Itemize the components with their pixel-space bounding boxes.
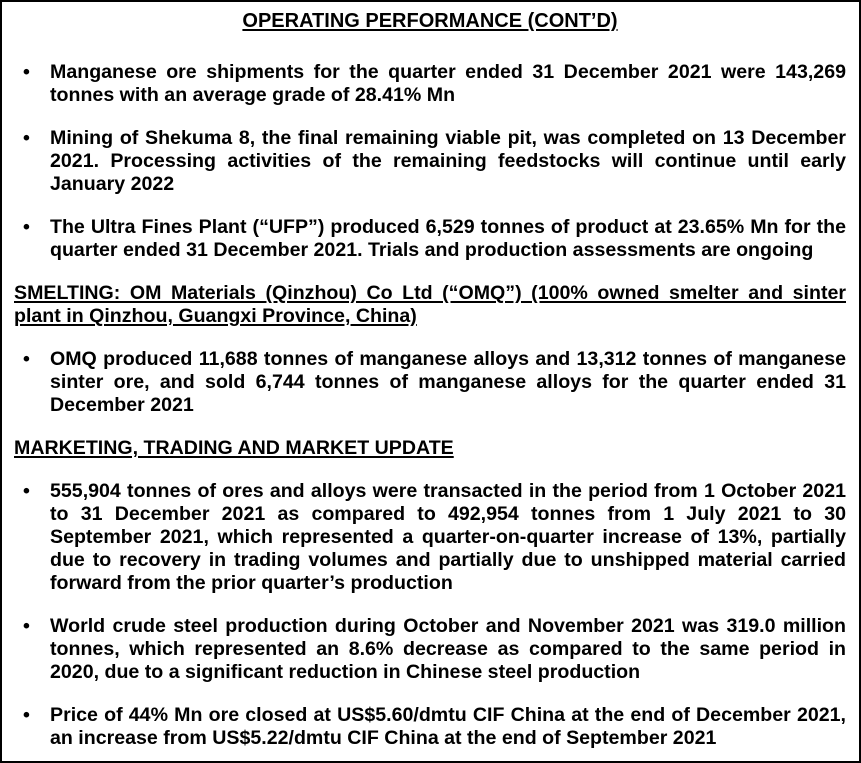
bullet-icon: •	[23, 127, 30, 149]
list-item	[14, 615, 846, 684]
bullet-text: The Ultra Fines Plant (“UFP”) produced 6,529 tonnes of product at 23.65% Mn for the quarter ended 31 December 2021. Trials and production assessments are ongoing	[50, 216, 846, 261]
list-item	[14, 348, 846, 417]
list-item	[14, 704, 846, 750]
bullet-icon: •	[23, 615, 30, 637]
list-item	[14, 127, 846, 196]
section-heading-marketing: MARKETING, TRADING AND MARKET UPDATE	[14, 437, 454, 459]
bullet-text: Manganese ore shipments for the quarter ended 31 December 2021 were 143,269 tonnes with an average grade of 28.41% Mn	[50, 61, 846, 106]
bullet-icon: •	[23, 480, 30, 502]
bullet-icon: •	[23, 348, 30, 370]
bullet-text: Mining of Shekuma 8, the final remaining viable pit, was completed on 13 December 2021. Processing activities of the remaining feedstocks will continue until early January 2022	[50, 127, 846, 195]
list-item	[14, 216, 846, 262]
bullet-icon: •	[23, 61, 30, 83]
list-item	[14, 61, 846, 107]
bullet-text: 555,904 tonnes of ores and alloys were transacted in the period from 1 October 2021 to 31 December 2021 as compared to 492,954 tonnes from 1 July 2021 to 30 September 2021, which represented a quarter-on-quarter increase of 13%, partially due to recovery in trading volumes and partially due to unshipped material carried forward from the prior quarter’s production	[50, 480, 846, 594]
bullet-icon: •	[23, 216, 30, 238]
bullet-text: World crude steel production during October and November 2021 was 319.0 million tonnes, which represented an 8.6% decrease as compared to the same period in 2020, due to a significant reduction in Chinese steel production	[50, 615, 846, 683]
list-item	[14, 480, 846, 595]
bullet-text: Price of 44% Mn ore closed at US$5.60/dmtu CIF China at the end of December 2021, an increase from US$5.22/dmtu CIF China at the end of September 2021	[50, 704, 846, 749]
section-heading-smelting: SMELTING: OM Materials (Qinzhou) Co Ltd (“OMQ”) (100% owned smelter and sinter plant in Qinzhou, Guangxi Province, China)	[14, 282, 846, 327]
page-title: OPERATING PERFORMANCE (CONT’D)	[242, 10, 618, 32]
bullet-icon: •	[23, 704, 30, 726]
bullet-text: OMQ produced 11,688 tonnes of manganese alloys and 13,312 tonnes of manganese sinter ore, and sold 6,744 tonnes of manganese alloys for the quarter ended 31 December 2021	[50, 348, 846, 416]
